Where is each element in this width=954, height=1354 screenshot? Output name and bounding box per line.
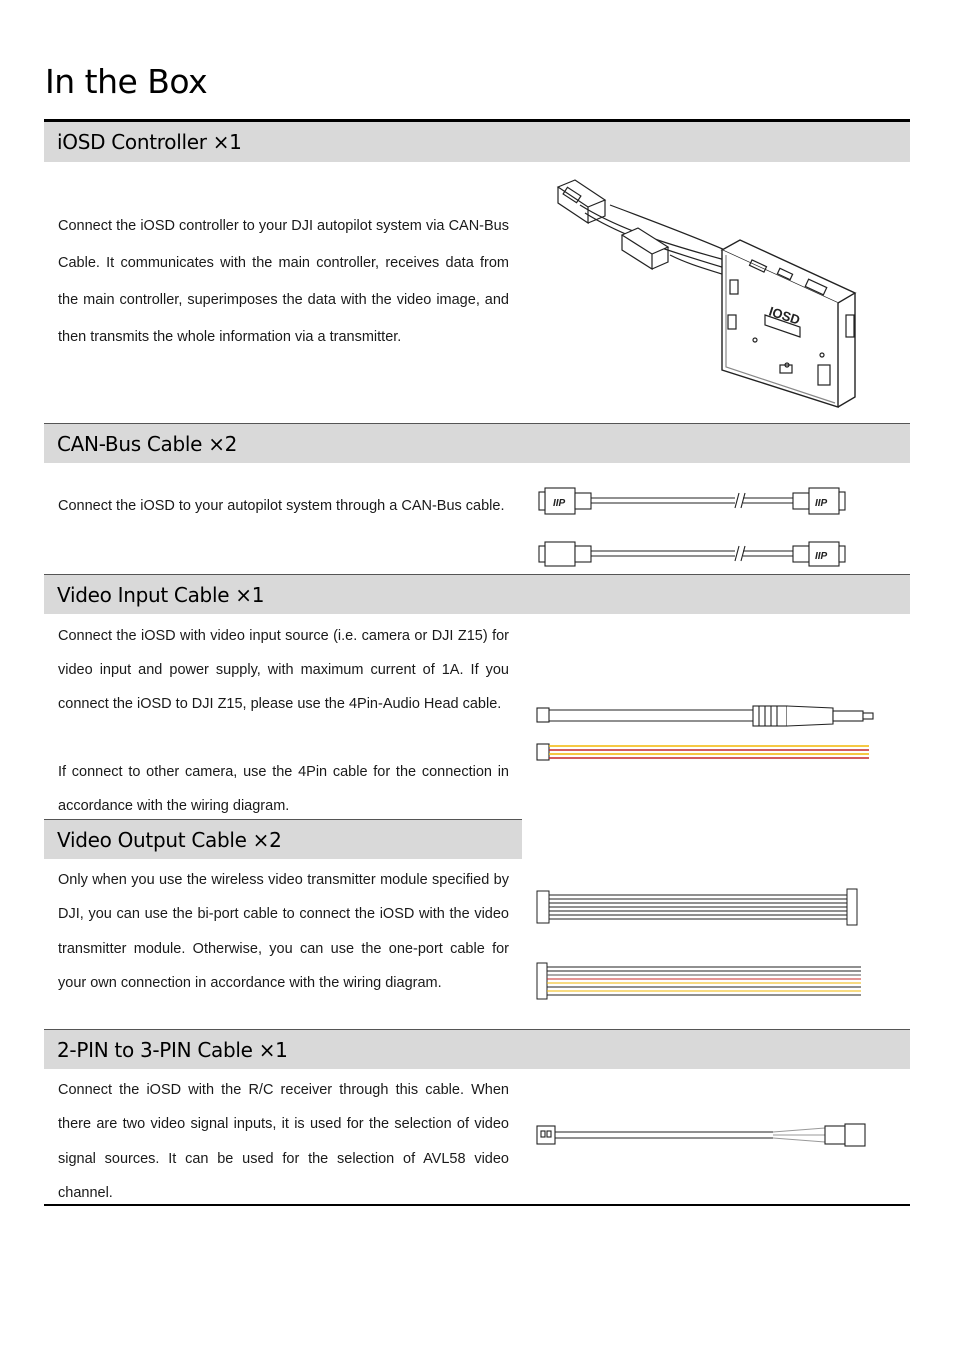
can-connector-label: IIP	[815, 551, 828, 562]
page-title: In the Box	[45, 62, 208, 101]
section-text-video-input-cable-2: If connect to other camera, use the 4Pin cable for the connection in accordance with the wiring diagram.	[58, 764, 509, 814]
section-title: iOSD Controller ×1	[57, 130, 242, 154]
section-text-iosd-controller: Connect the iOSD controller to your DJI autopilot system via CAN-Bus Cable. It communicates with the main controller, receives data from the main controller, superimposes the data with the video image, and then transmits the whole information via a transmitter.	[58, 218, 509, 345]
section-text-video-input-cable: Connect the iOSD with video input source (i.e. camera or DJI Z15) for video input and power supply, with maximum current of 1A. If you connect the iOSD to DJI Z15, please use the 4Pin-Audio Head cable.	[58, 628, 509, 712]
section-header-2pin-to-3pin-cable	[44, 1029, 910, 1069]
section-header-video-output-cable	[44, 819, 522, 859]
video-output-cable-illustration	[533, 885, 868, 1003]
section-text-video-output-cable: Only when you use the wireless video transmitter module specified by DJI, you can use the bi-port cable to connect the iOSD with the video transmitter module. Otherwise, you can use the one-port cable for your own connection in accordance with the wiring diagram.	[58, 872, 509, 992]
can-connector-label: IIP	[815, 498, 828, 509]
2pin-to-3pin-cable-illustration	[533, 1118, 873, 1154]
can-bus-cable-illustration	[535, 480, 850, 572]
can-connector-label: IIP	[553, 498, 566, 509]
section-header-video-input-cable	[44, 574, 910, 614]
section-title: 2-PIN to 3-PIN Cable ×1	[57, 1038, 288, 1062]
section-text-2pin-to-3pin-cable: Connect the iOSD with the R/C receiver through this cable. When there are two video signal inputs, it is used for the selection of video signal sources. It can be used for the selection of AVL58 video channel.	[58, 1082, 509, 1202]
section-header-iosd-controller	[44, 122, 910, 162]
section-title: Video Output Cable ×2	[57, 828, 282, 852]
iosd-controller-illustration	[550, 175, 880, 410]
bottom-rule	[44, 1204, 910, 1206]
iosd-logo-text: IOSD	[767, 303, 802, 328]
section-text-can-bus-cable: Connect the iOSD to your autopilot system through a CAN-Bus cable.	[58, 498, 505, 514]
section-title: Video Input Cable ×1	[57, 583, 265, 607]
video-input-cable-illustration	[533, 700, 878, 768]
section-header-can-bus-cable	[44, 423, 910, 463]
section-title: CAN-Bus Cable ×2	[57, 432, 238, 456]
